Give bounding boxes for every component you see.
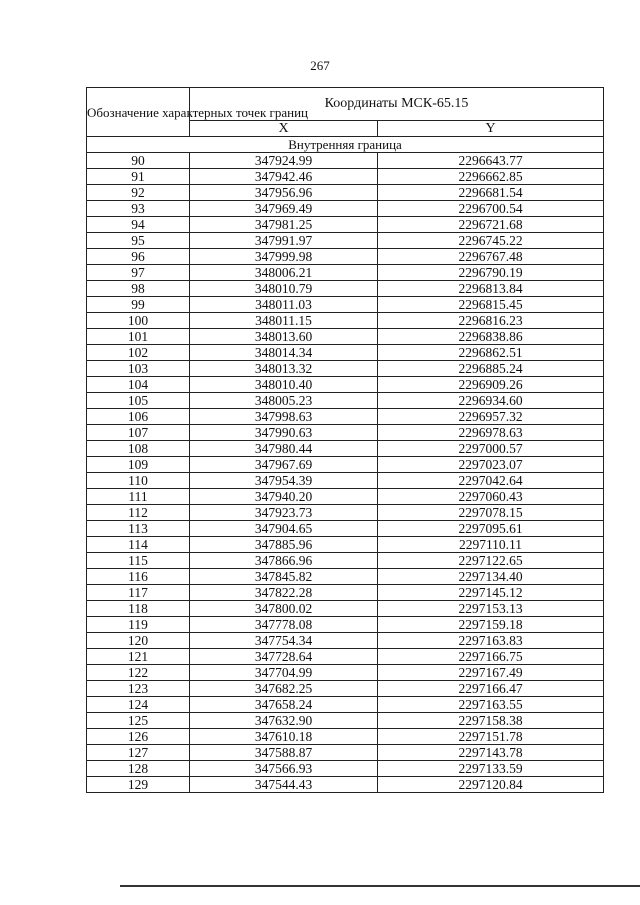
table-row	[87, 233, 604, 249]
table-row	[87, 281, 604, 297]
table-row	[87, 745, 604, 761]
point-cell: 120	[87, 633, 190, 649]
y-cell: 2296681.54	[378, 185, 604, 201]
x-cell: 347632.90	[190, 713, 378, 729]
point-cell: 111	[87, 489, 190, 505]
table-row	[87, 729, 604, 745]
table-row	[87, 393, 604, 409]
x-cell: 348010.79	[190, 281, 378, 297]
x-cell: 347845.82	[190, 569, 378, 585]
y-cell: 2297134.40	[378, 569, 604, 585]
y-cell: 2296862.51	[378, 345, 604, 361]
x-cell: 347754.34	[190, 633, 378, 649]
y-cell: 2297078.15	[378, 505, 604, 521]
table-row	[87, 761, 604, 777]
y-cell: 2297166.75	[378, 649, 604, 665]
y-column-header: Y	[378, 120, 604, 136]
point-cell: 121	[87, 649, 190, 665]
table-row	[87, 297, 604, 313]
point-cell: 92	[87, 185, 190, 201]
y-cell: 2296767.48	[378, 249, 604, 265]
x-cell: 348011.15	[190, 313, 378, 329]
x-cell: 348013.32	[190, 361, 378, 377]
y-cell: 2296885.24	[378, 361, 604, 377]
point-cell: 90	[87, 153, 190, 169]
table-row	[87, 329, 604, 345]
y-cell: 2296700.54	[378, 201, 604, 217]
y-cell: 2296643.77	[378, 153, 604, 169]
x-cell: 348014.34	[190, 345, 378, 361]
y-cell: 2297166.47	[378, 681, 604, 697]
point-cell: 95	[87, 233, 190, 249]
y-cell: 2297167.49	[378, 665, 604, 681]
scan-edge-line	[120, 885, 640, 887]
y-cell: 2297159.18	[378, 617, 604, 633]
point-cell: 117	[87, 585, 190, 601]
table-row	[87, 697, 604, 713]
point-cell: 118	[87, 601, 190, 617]
table-row	[87, 345, 604, 361]
point-cell: 119	[87, 617, 190, 633]
table-row	[87, 553, 604, 569]
x-cell: 347969.49	[190, 201, 378, 217]
point-cell: 102	[87, 345, 190, 361]
table-row	[87, 409, 604, 425]
point-cell: 96	[87, 249, 190, 265]
y-cell: 2297000.57	[378, 441, 604, 457]
y-cell: 2296978.63	[378, 425, 604, 441]
y-cell: 2296815.45	[378, 297, 604, 313]
table-row	[87, 169, 604, 185]
table-row	[87, 681, 604, 697]
y-cell: 2297143.78	[378, 745, 604, 761]
y-cell: 2297145.12	[378, 585, 604, 601]
table-row	[87, 777, 604, 793]
table-row	[87, 249, 604, 265]
y-cell: 2297163.55	[378, 697, 604, 713]
y-cell: 2297163.83	[378, 633, 604, 649]
y-cell: 2296816.23	[378, 313, 604, 329]
y-cell: 2296721.68	[378, 217, 604, 233]
table-row	[87, 313, 604, 329]
coordinates-table	[86, 87, 604, 793]
point-cell: 113	[87, 521, 190, 537]
point-cell: 100	[87, 313, 190, 329]
point-cell: 104	[87, 377, 190, 393]
x-cell: 347942.46	[190, 169, 378, 185]
table-row	[87, 521, 604, 537]
y-cell: 2297060.43	[378, 489, 604, 505]
coordinate-system-header: Координаты МСК-65.15	[190, 88, 604, 121]
table-row	[87, 617, 604, 633]
x-cell: 347998.63	[190, 409, 378, 425]
table-row	[87, 153, 604, 169]
y-cell: 2296957.32	[378, 409, 604, 425]
table-row	[87, 457, 604, 473]
table-row	[87, 505, 604, 521]
x-cell: 348010.40	[190, 377, 378, 393]
x-cell: 347954.39	[190, 473, 378, 489]
x-cell: 348005.23	[190, 393, 378, 409]
table-header	[87, 88, 604, 137]
point-cell: 106	[87, 409, 190, 425]
point-cell: 125	[87, 713, 190, 729]
table-row	[87, 633, 604, 649]
point-cell: 116	[87, 569, 190, 585]
x-cell: 347778.08	[190, 617, 378, 633]
table-row	[87, 601, 604, 617]
table-body	[87, 137, 604, 793]
table-row	[87, 361, 604, 377]
y-cell: 2297153.13	[378, 601, 604, 617]
point-cell: 98	[87, 281, 190, 297]
x-cell: 347704.99	[190, 665, 378, 681]
table-row	[87, 585, 604, 601]
section-title: Внутренняя граница	[87, 137, 604, 153]
x-cell: 347940.20	[190, 489, 378, 505]
point-cell: 93	[87, 201, 190, 217]
table-row	[87, 489, 604, 505]
x-cell: 347990.63	[190, 425, 378, 441]
y-cell: 2297151.78	[378, 729, 604, 745]
table-row	[87, 649, 604, 665]
table-row	[87, 537, 604, 553]
point-cell: 91	[87, 169, 190, 185]
x-cell: 347682.25	[190, 681, 378, 697]
y-cell: 2296813.84	[378, 281, 604, 297]
point-cell: 112	[87, 505, 190, 521]
x-cell: 347980.44	[190, 441, 378, 457]
point-cell: 129	[87, 777, 190, 793]
x-cell: 348013.60	[190, 329, 378, 345]
x-cell: 347822.28	[190, 585, 378, 601]
y-cell: 2296909.26	[378, 377, 604, 393]
table-row	[87, 425, 604, 441]
point-cell: 107	[87, 425, 190, 441]
table-row	[87, 473, 604, 489]
table-row	[87, 665, 604, 681]
point-cell: 124	[87, 697, 190, 713]
point-cell: 123	[87, 681, 190, 697]
table-row	[87, 265, 604, 281]
y-cell: 2297023.07	[378, 457, 604, 473]
y-cell: 2297133.59	[378, 761, 604, 777]
y-cell: 2296934.60	[378, 393, 604, 409]
x-cell: 347924.99	[190, 153, 378, 169]
x-cell: 347956.96	[190, 185, 378, 201]
x-cell: 347999.98	[190, 249, 378, 265]
y-cell: 2296838.86	[378, 329, 604, 345]
table-row	[87, 201, 604, 217]
point-cell: 109	[87, 457, 190, 473]
table-row	[87, 377, 604, 393]
point-cell: 122	[87, 665, 190, 681]
table-row	[87, 569, 604, 585]
page-number: 267	[310, 58, 330, 73]
x-cell: 347544.43	[190, 777, 378, 793]
y-cell: 2297110.11	[378, 537, 604, 553]
table-row	[87, 217, 604, 233]
point-cell: 94	[87, 217, 190, 233]
x-column-header: X	[190, 120, 378, 136]
x-cell: 347904.65	[190, 521, 378, 537]
x-cell: 347566.93	[190, 761, 378, 777]
point-cell: 101	[87, 329, 190, 345]
y-cell: 2296662.85	[378, 169, 604, 185]
table-row	[87, 185, 604, 201]
point-cell: 99	[87, 297, 190, 313]
point-cell: 115	[87, 553, 190, 569]
x-cell: 348006.21	[190, 265, 378, 281]
y-cell: 2297042.64	[378, 473, 604, 489]
point-cell: 127	[87, 745, 190, 761]
x-cell: 347967.69	[190, 457, 378, 473]
y-cell: 2296790.19	[378, 265, 604, 281]
x-cell: 347610.18	[190, 729, 378, 745]
point-column-header: Обозначение характерных точек границ	[87, 88, 190, 137]
x-cell: 347800.02	[190, 601, 378, 617]
table-row	[87, 713, 604, 729]
x-cell: 347885.96	[190, 537, 378, 553]
y-cell: 2297095.61	[378, 521, 604, 537]
x-cell: 347923.73	[190, 505, 378, 521]
y-cell: 2296745.22	[378, 233, 604, 249]
point-cell: 128	[87, 761, 190, 777]
point-cell: 110	[87, 473, 190, 489]
x-cell: 347728.64	[190, 649, 378, 665]
y-cell: 2297122.65	[378, 553, 604, 569]
x-cell: 347981.25	[190, 217, 378, 233]
x-cell: 347991.97	[190, 233, 378, 249]
point-cell: 108	[87, 441, 190, 457]
x-cell: 347588.87	[190, 745, 378, 761]
table-row	[87, 441, 604, 457]
y-cell: 2297158.38	[378, 713, 604, 729]
point-cell: 114	[87, 537, 190, 553]
x-cell: 347866.96	[190, 553, 378, 569]
point-cell: 103	[87, 361, 190, 377]
point-cell: 97	[87, 265, 190, 281]
x-cell: 348011.03	[190, 297, 378, 313]
point-cell: 126	[87, 729, 190, 745]
x-cell: 347658.24	[190, 697, 378, 713]
y-cell: 2297120.84	[378, 777, 604, 793]
point-cell: 105	[87, 393, 190, 409]
